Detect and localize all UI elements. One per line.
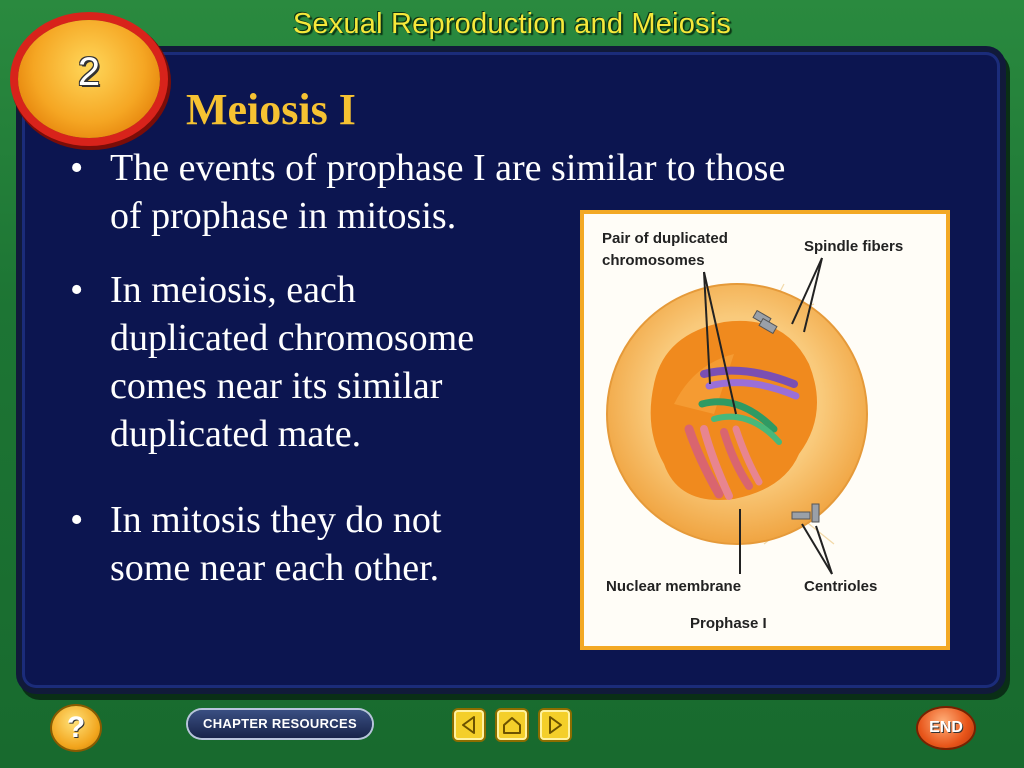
prophase-figure (584, 214, 946, 646)
section-number: 2 (77, 50, 101, 94)
next-button[interactable] (540, 710, 570, 740)
end-button[interactable]: END (918, 708, 974, 748)
section-badge (18, 20, 160, 138)
bullet-text: The events of prophase I are similar to those of prophase in mitosis. (110, 147, 786, 237)
label-spindle-fibers: Spindle fibers (804, 238, 904, 255)
help-button[interactable]: ? (52, 706, 100, 750)
triangle-right-icon (540, 710, 570, 740)
label-nuclear-membrane: Nuclear membrane (606, 578, 742, 595)
bullet-dot: • (70, 499, 84, 541)
slide-title: Meiosis I (186, 85, 356, 134)
bullet-dot: • (70, 269, 84, 311)
bullet-text: In meiosis, each duplicated chromosome comes near its similar duplicated mate. (110, 269, 475, 455)
bullet-3 (70, 496, 570, 592)
home-button[interactable] (497, 710, 527, 740)
figure-caption: Prophase I (690, 615, 767, 632)
label-centrioles: Centrioles (804, 578, 878, 595)
bullet-text: In mitosis they do not some near each other. (110, 499, 442, 589)
chapter-title: Sexual Reproduction and Meiosis (292, 8, 732, 40)
house-icon (497, 710, 527, 740)
label-chromosome-pair: Pair of duplicated chromosomes (602, 230, 728, 269)
triangle-left-icon (454, 710, 484, 740)
chapter-resources-button[interactable]: CHAPTER RESOURCES (188, 710, 372, 738)
bullet-dot: • (70, 147, 84, 189)
bullet-2 (70, 266, 570, 458)
previous-button[interactable] (454, 710, 484, 740)
